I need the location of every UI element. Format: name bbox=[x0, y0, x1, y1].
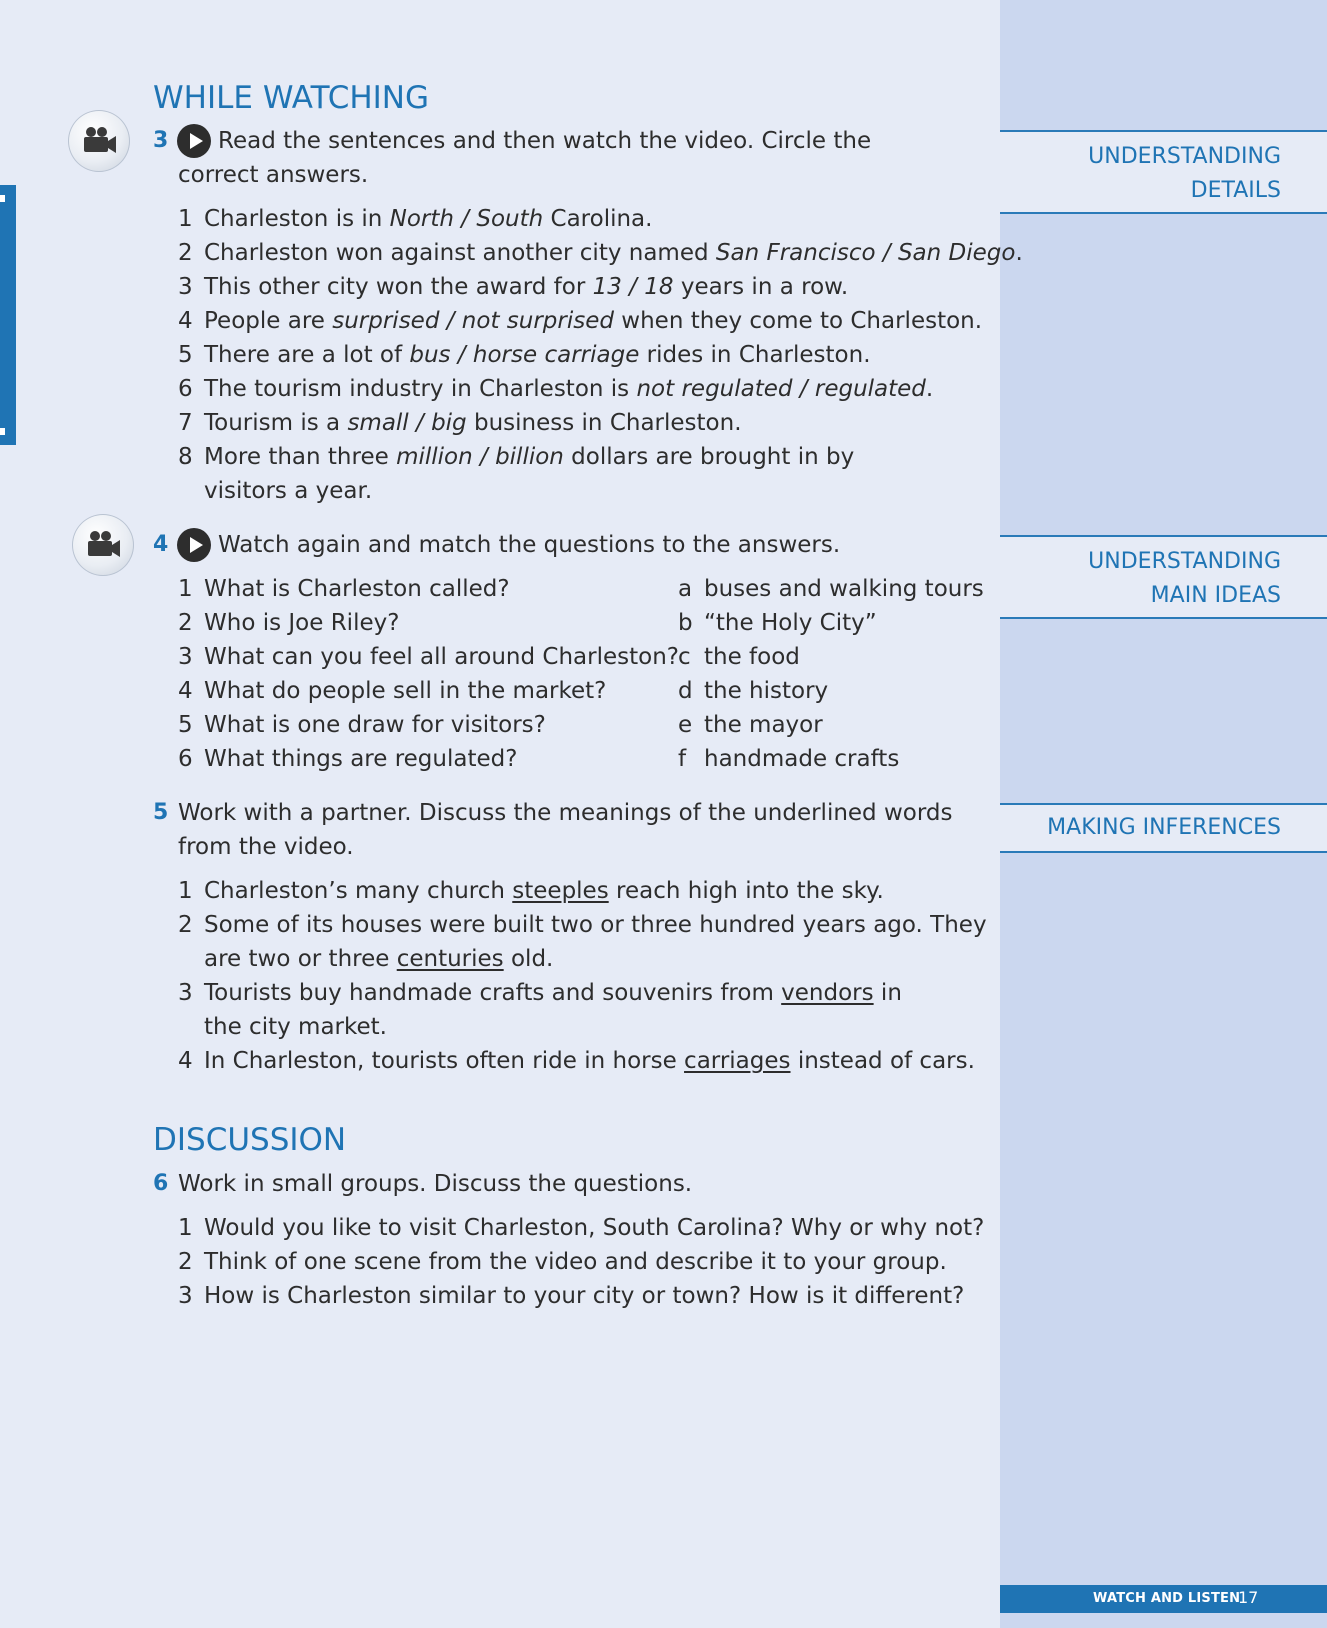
underlined-word: centuries bbox=[396, 946, 504, 972]
item-number: 1 bbox=[178, 206, 193, 232]
item-number: 3 bbox=[178, 980, 193, 1006]
answer-text: buses and walking tours bbox=[704, 576, 984, 602]
list-item bbox=[178, 406, 742, 440]
answer-item bbox=[678, 640, 800, 674]
item-number: 2 bbox=[178, 240, 193, 266]
question-text: Who is Joe Riley? bbox=[204, 610, 400, 636]
skill-label-line: UNDERSTANDING bbox=[1088, 144, 1281, 169]
answer-item bbox=[678, 606, 877, 640]
answer-letter: e bbox=[678, 712, 693, 738]
exercise-instructions: from the video. bbox=[178, 834, 354, 860]
item-number: 1 bbox=[178, 576, 193, 602]
item-text: are two or three bbox=[204, 946, 397, 972]
item-text: The tourism industry in Charleston is bbox=[204, 376, 637, 402]
list-item bbox=[178, 304, 982, 338]
footer-section-label: WATCH AND LISTEN bbox=[1093, 1591, 1241, 1606]
question-text: What do people sell in the market? bbox=[204, 678, 607, 704]
list-item bbox=[178, 440, 854, 474]
skill-label-understanding-main-ideas bbox=[1000, 535, 1327, 619]
question-item bbox=[178, 640, 679, 674]
question-item bbox=[178, 708, 546, 742]
item-number: 2 bbox=[178, 912, 193, 938]
item-text: years in a row. bbox=[673, 274, 849, 300]
list-item bbox=[178, 202, 652, 236]
item-number: 5 bbox=[178, 342, 193, 368]
item-text: More than three bbox=[204, 444, 397, 470]
item-text: Some of its houses were built two or three hundred years ago. They bbox=[204, 912, 987, 938]
answer-choice[interactable]: bus / horse carriage bbox=[409, 342, 640, 368]
exercise-instructions: Work with a partner. Discuss the meanings of the underlined words bbox=[178, 800, 953, 826]
skill-label-line: MAKING INFERENCES bbox=[1047, 815, 1281, 840]
answer-text: handmade crafts bbox=[704, 746, 900, 772]
skill-label-line: DETAILS bbox=[1190, 178, 1281, 203]
question-item bbox=[178, 674, 606, 708]
item-text: In Charleston, tourists often ride in horse bbox=[204, 1048, 685, 1074]
question-text: What is Charleston called? bbox=[204, 576, 510, 602]
item-text: Think of one scene from the video and describe it to your group. bbox=[204, 1249, 947, 1275]
item-number: 4 bbox=[178, 678, 193, 704]
section-heading-discussion: DISCUSSION bbox=[153, 1122, 347, 1158]
list-item bbox=[178, 908, 987, 942]
skill-label-making-inferences bbox=[1000, 803, 1327, 853]
question-item bbox=[178, 606, 399, 640]
answer-choice[interactable]: North / South bbox=[389, 206, 544, 232]
item-text: This other city won the award for bbox=[204, 274, 593, 300]
item-text: Charleston’s many church bbox=[204, 878, 513, 904]
skill-label-understanding-details bbox=[1000, 130, 1327, 214]
answer-letter: d bbox=[678, 678, 693, 704]
answer-text: the mayor bbox=[704, 712, 823, 738]
list-item bbox=[178, 1044, 975, 1078]
item-text: Charleston is in bbox=[204, 206, 390, 232]
answer-choice[interactable]: San Francisco / San Diego bbox=[715, 240, 1016, 266]
answer-letter: f bbox=[678, 746, 687, 772]
item-number: 7 bbox=[178, 410, 193, 436]
question-item bbox=[178, 742, 517, 776]
item-text: when they come to Charleston. bbox=[613, 308, 983, 334]
item-text: Would you like to visit Charleston, South Carolina? Why or why not? bbox=[204, 1215, 985, 1241]
list-item bbox=[178, 1245, 947, 1279]
item-text: Carolina. bbox=[543, 206, 653, 232]
underlined-word: vendors bbox=[781, 980, 874, 1006]
item-text: How is Charleston similar to your city or town? How is it different? bbox=[204, 1283, 965, 1309]
item-text: Tourists buy handmade crafts and souvenirs from bbox=[204, 980, 782, 1006]
answer-item bbox=[678, 708, 823, 742]
exercise-instructions: Work in small groups. Discuss the questions. bbox=[178, 1171, 693, 1197]
page-footer bbox=[1000, 1585, 1327, 1613]
item-text: Tourism is a bbox=[204, 410, 348, 436]
item-number: 2 bbox=[178, 1249, 193, 1275]
play-icon[interactable] bbox=[177, 124, 211, 158]
answer-choice[interactable]: 13 / 18 bbox=[592, 274, 674, 300]
item-text: There are a lot of bbox=[204, 342, 410, 368]
answer-choice[interactable]: not regulated / regulated bbox=[636, 376, 926, 402]
underlined-word: steeples bbox=[512, 878, 609, 904]
exercise-instructions: Read the sentences and then watch the video. Circle the bbox=[218, 128, 872, 154]
answer-choice[interactable]: million / billion bbox=[396, 444, 564, 470]
exercise-number: 5 bbox=[153, 800, 169, 825]
item-text: business in Charleston. bbox=[466, 410, 742, 436]
item-number: 6 bbox=[178, 376, 193, 402]
page-number: 17 bbox=[1238, 1588, 1259, 1607]
list-item bbox=[178, 236, 1023, 270]
item-number: 5 bbox=[178, 712, 193, 738]
list-item bbox=[178, 1279, 964, 1313]
answer-text: “the Holy City” bbox=[704, 610, 877, 636]
item-text: Charleston won against another city named bbox=[204, 240, 716, 266]
answer-letter: a bbox=[678, 576, 693, 602]
answer-text: the food bbox=[704, 644, 800, 670]
item-number: 8 bbox=[178, 444, 193, 470]
answer-item bbox=[678, 572, 984, 606]
edge-tab-mark bbox=[0, 428, 5, 435]
item-number: 4 bbox=[178, 1048, 193, 1074]
exercise-number: 4 bbox=[153, 532, 169, 557]
list-item bbox=[178, 976, 902, 1010]
list-item-continuation bbox=[178, 474, 372, 508]
exercise-number: 3 bbox=[153, 128, 169, 153]
item-text: rides in Charleston. bbox=[639, 342, 871, 368]
answer-choice[interactable]: small / big bbox=[347, 410, 467, 436]
item-text: . bbox=[1015, 240, 1023, 266]
list-item-continuation bbox=[178, 1010, 387, 1044]
list-item bbox=[178, 874, 884, 908]
answer-item bbox=[678, 674, 828, 708]
list-item bbox=[178, 270, 848, 304]
item-text: People are bbox=[204, 308, 333, 334]
exercise-instructions: Watch again and match the questions to the answers. bbox=[218, 532, 841, 558]
question-text: What things are regulated? bbox=[204, 746, 518, 772]
play-icon[interactable] bbox=[177, 528, 211, 562]
item-number: 3 bbox=[178, 644, 193, 670]
exercise-number: 6 bbox=[153, 1171, 169, 1196]
item-number: 1 bbox=[178, 878, 193, 904]
item-number: 6 bbox=[178, 746, 193, 772]
item-text: dollars are brought in by bbox=[563, 444, 855, 470]
item-number: 1 bbox=[178, 1215, 193, 1241]
list-item bbox=[178, 338, 871, 372]
item-text: instead of cars. bbox=[790, 1048, 975, 1074]
section-heading-while-watching: WHILE WATCHING bbox=[153, 80, 430, 116]
item-text: visitors a year. bbox=[204, 478, 373, 504]
item-text: the city market. bbox=[204, 1014, 387, 1040]
chapter-edge-tab bbox=[0, 185, 16, 445]
question-text: What is one draw for visitors? bbox=[204, 712, 546, 738]
list-item bbox=[178, 1211, 984, 1245]
answer-letter: c bbox=[678, 644, 691, 670]
item-number: 4 bbox=[178, 308, 193, 334]
video-camera-icon bbox=[72, 514, 134, 576]
answer-item bbox=[678, 742, 899, 776]
item-number: 3 bbox=[178, 1283, 193, 1309]
item-number: 3 bbox=[178, 274, 193, 300]
edge-tab-mark bbox=[0, 195, 5, 202]
item-text: in bbox=[873, 980, 902, 1006]
item-text: reach high into the sky. bbox=[608, 878, 884, 904]
video-camera-icon bbox=[68, 110, 130, 172]
question-text: What can you feel all around Charleston? bbox=[204, 644, 679, 670]
item-text: old. bbox=[503, 946, 554, 972]
list-item bbox=[178, 372, 933, 406]
item-number: 2 bbox=[178, 610, 193, 636]
question-item bbox=[178, 572, 510, 606]
answer-text: the history bbox=[704, 678, 829, 704]
underlined-word: carriages bbox=[684, 1048, 791, 1074]
answer-choice[interactable]: surprised / not surprised bbox=[332, 308, 614, 334]
skill-label-line: MAIN IDEAS bbox=[1150, 583, 1281, 608]
list-item-continuation bbox=[178, 942, 553, 976]
skill-label-line: UNDERSTANDING bbox=[1088, 549, 1281, 574]
item-text: . bbox=[925, 376, 934, 402]
answer-letter: b bbox=[678, 610, 693, 636]
exercise-instructions: correct answers. bbox=[178, 162, 369, 188]
